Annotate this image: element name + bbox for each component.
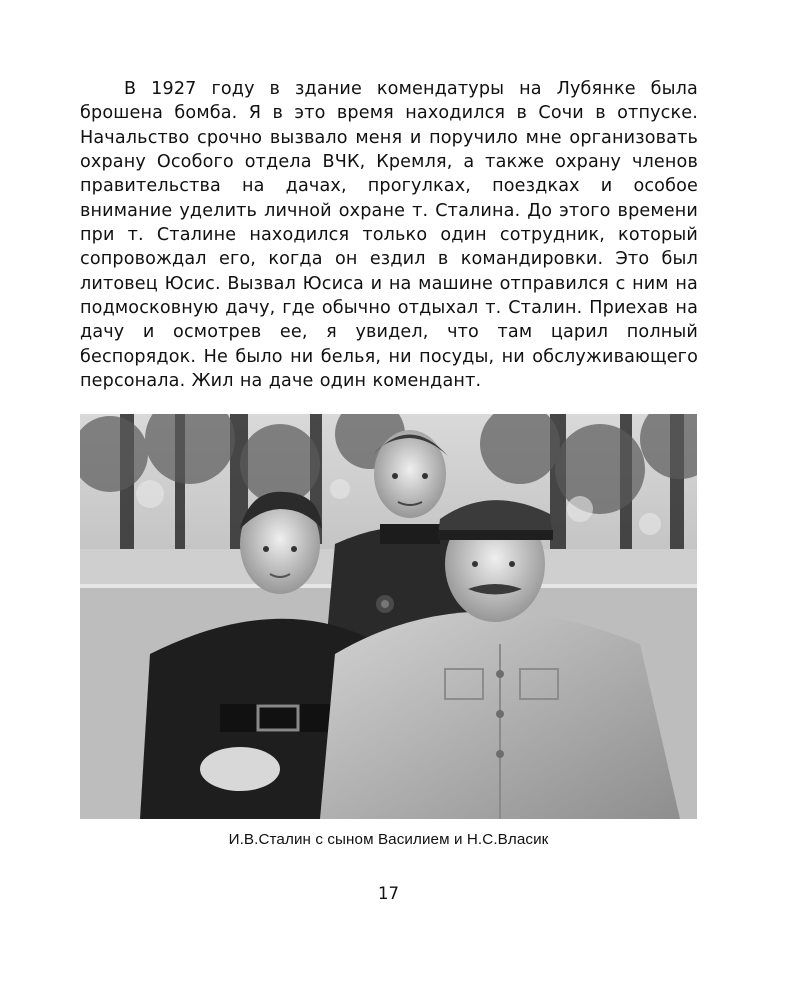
body-paragraph: В 1927 году в здание комендатуры на Лубянке была брошена бомба. Я в это время находился в Сочи в отпуске. Начальство срочно вызвало меня и поручило мне организовать охрану Особого отдела ВЧК, Кремля, а также охрану членов правительства на дачах, прогулках, поездках и особое внимание уделить личной охране т. Сталина. До этого времени при т. Сталине находился только один сотрудник, который сопровождал его, когда он ездил в командировки. Это был литовец Юсис. Вызвал Юсиса и на машине отправился с ним на подмосковную дачу, где обычно отдыхал т. Сталин. Приехав на дачу и осмотрев ее, я увидел, что там царил полный беспорядок. Не было ни белья, ни посуды, ни обслуживающего персонала. Жил на даче один комендант. [80,79,698,392]
page-number: 17 [378,884,399,903]
photo-caption: И.В.Сталин с сыном Василием и Н.С.Власик [228,831,549,848]
historical-photograph [80,414,697,819]
photograph-illustration [80,414,697,819]
